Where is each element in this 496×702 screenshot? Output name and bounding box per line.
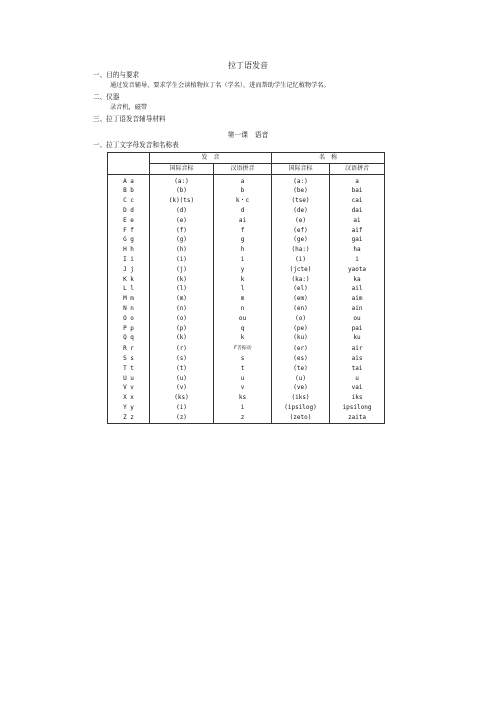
name-pinyin-cell-text: i: [355, 255, 359, 263]
ipa-cell-text: (u): [176, 374, 187, 382]
pinyin-cell: [214, 206, 272, 216]
pinyin-cell-text: h: [240, 246, 245, 254]
pinyin-cell: [214, 374, 272, 384]
table-row: [108, 196, 385, 206]
ipa-cell: [150, 196, 214, 206]
letter-cell: [108, 413, 150, 423]
name-pinyin-cell-text: ipsilong: [342, 403, 372, 411]
letter-cell: [108, 186, 150, 196]
name-pinyin-cell-text: cai: [351, 197, 363, 205]
name-ipa-cell-text: (te): [293, 364, 308, 372]
letter-cell-text: G g: [123, 236, 134, 244]
name-ipa-cell: [272, 245, 330, 255]
ipa-cell-text: (p): [176, 324, 187, 332]
table-row: [108, 235, 385, 245]
ipa-cell-text: (k): [176, 334, 187, 342]
pinyin-cell: [214, 196, 272, 206]
name-pinyin-cell-text: ais: [351, 354, 363, 362]
letter-cell-text: L l: [123, 285, 134, 293]
pinyin-cell-text: k: [240, 275, 245, 283]
name-pinyin-cell: [330, 343, 385, 354]
name-ipa-cell-text: (pe): [293, 324, 308, 332]
pinyin-cell: [214, 343, 272, 354]
ipa-cell: [150, 245, 214, 255]
name-pinyin-cell: [330, 364, 385, 374]
section-1-body: 通过发音辅导，要求学生会读植物拉丁名（学名），进而帮助学生记忆植物学名。: [110, 82, 330, 89]
letter-cell: [108, 314, 150, 324]
name-ipa-cell-text: (i): [295, 255, 306, 263]
ipa-cell: [150, 206, 214, 216]
alphabet-table: [107, 152, 385, 424]
pinyin-cell: [214, 226, 272, 236]
ipa-cell-text: (b): [176, 187, 187, 195]
pinyin-cell: [214, 364, 272, 374]
name-ipa-cell: [272, 354, 330, 364]
ipa-cell-text: (a:): [174, 177, 189, 185]
name-pinyin-cell-text: zaita: [347, 413, 367, 421]
col-pinyin: 汉语拼音: [214, 163, 272, 174]
name-ipa-cell-text: (be): [293, 187, 308, 195]
table-row: [108, 186, 385, 196]
letter-cell-text: V v: [123, 384, 134, 392]
name-pinyin-cell: [330, 186, 385, 196]
letter-cell: [108, 284, 150, 294]
table-row: [108, 304, 385, 314]
letter-cell: [108, 383, 150, 393]
letter-cell: [108, 304, 150, 314]
pinyin-cell: [214, 314, 272, 324]
ipa-cell-text: (j): [176, 265, 187, 273]
table-row: [108, 364, 385, 374]
letter-cell: [108, 255, 150, 265]
letter-cell-text: U u: [123, 374, 134, 382]
pinyin-cell-text: i: [240, 255, 245, 263]
letter-cell-text: H h: [123, 246, 134, 254]
name-pinyin-cell-text: vai: [351, 384, 363, 392]
name-pinyin-cell-text: a: [355, 177, 359, 185]
page-title: 拉丁语发音: [228, 61, 268, 70]
letter-cell-text: Y y: [123, 403, 134, 411]
ipa-cell: [150, 304, 214, 314]
name-ipa-cell-text: (iks): [291, 394, 310, 402]
ipa-cell: [150, 255, 214, 265]
ipa-cell-text: (h): [176, 246, 187, 254]
table-row: [108, 354, 385, 364]
name-pinyin-cell: [330, 226, 385, 236]
ipa-cell: [150, 226, 214, 236]
pinyin-cell-text: t: [240, 364, 245, 372]
ipa-cell-text: (n): [176, 304, 187, 312]
ipa-cell: [150, 275, 214, 285]
pinyin-cell: [214, 294, 272, 304]
name-ipa-cell: [272, 235, 330, 245]
pinyin-cell: [214, 393, 272, 403]
name-pinyin-cell: [330, 324, 385, 334]
ipa-cell-text: (s): [176, 354, 187, 362]
pinyin-cell-text: v: [240, 384, 245, 392]
name-ipa-cell: [272, 294, 330, 304]
name-ipa-cell-text: (zeto): [289, 413, 312, 421]
ipa-cell: [150, 333, 214, 343]
letter-cell: [108, 403, 150, 413]
name-ipa-cell: [272, 196, 330, 206]
name-pinyin-cell-text: aim: [351, 295, 363, 303]
name-pinyin-cell-text: tai: [351, 364, 363, 372]
letter-cell: [108, 324, 150, 334]
col-name-ipa: 国际音标: [272, 163, 330, 174]
letter-cell: [108, 343, 150, 354]
letter-cell: [108, 174, 150, 186]
pinyin-cell: [214, 275, 272, 285]
letter-cell-text: D d: [123, 206, 134, 214]
name-pinyin-cell-text: bai: [351, 187, 363, 195]
ipa-cell: [150, 314, 214, 324]
group-pronunciation: 发 音: [150, 153, 272, 164]
name-ipa-cell-text: (es): [293, 354, 308, 362]
ipa-cell-text: (z): [176, 413, 187, 421]
table-row: [108, 324, 385, 334]
pinyin-cell: [214, 383, 272, 393]
ipa-cell: [150, 403, 214, 413]
ipa-cell: [150, 393, 214, 403]
letter-cell-text: K k: [123, 275, 134, 283]
ipa-cell: [150, 383, 214, 393]
letter-cell-text: R r: [123, 344, 134, 352]
table-column-header: [108, 163, 385, 174]
name-pinyin-cell: [330, 275, 385, 285]
name-ipa-cell-text: (a:): [293, 177, 308, 185]
name-ipa-cell: [272, 186, 330, 196]
letter-cell: [108, 226, 150, 236]
letter-cell: [108, 235, 150, 245]
letter-cell-text: I i: [123, 255, 134, 263]
name-ipa-cell: [272, 216, 330, 226]
name-ipa-cell-text: (ha:): [291, 246, 310, 254]
name-pinyin-cell-text: air: [351, 344, 363, 352]
letter-cell-text: B b: [123, 187, 134, 195]
table-row: [108, 206, 385, 216]
ipa-cell: [150, 235, 214, 245]
ipa-cell-text: (i): [176, 403, 187, 411]
ipa-cell-text: (k)(ts): [168, 197, 195, 205]
table-group-header: [108, 153, 385, 164]
pinyin-cell: [214, 216, 272, 226]
name-ipa-cell-text: (ku): [293, 334, 308, 342]
ipa-cell: [150, 216, 214, 226]
pinyin-cell-text: m: [240, 295, 245, 303]
table-row: [108, 294, 385, 304]
pinyin-cell-text: i: [240, 403, 245, 411]
table-row: [108, 383, 385, 393]
name-pinyin-cell-text: yaota: [347, 265, 367, 273]
name-ipa-cell-text: (u): [295, 374, 306, 382]
pinyin-cell: [214, 354, 272, 364]
ipa-cell: [150, 294, 214, 304]
name-ipa-cell-text: (e): [295, 216, 306, 224]
section-2-body: 录音机，磁带: [110, 104, 148, 111]
ipa-cell-text: (v): [176, 384, 187, 392]
name-pinyin-cell-text: ka: [353, 275, 361, 283]
ipa-cell-text: (f): [176, 226, 187, 234]
name-pinyin-cell: [330, 216, 385, 226]
name-pinyin-cell: [330, 413, 385, 423]
pinyin-cell-text: s: [240, 354, 245, 362]
pinyin-cell: [214, 333, 272, 343]
table-row: [108, 284, 385, 294]
letter-cell: [108, 216, 150, 226]
ipa-cell: [150, 186, 214, 196]
name-pinyin-cell: [330, 265, 385, 275]
name-pinyin-cell-text: iks: [351, 394, 363, 402]
name-pinyin-cell-text: ha: [353, 246, 361, 254]
pinyin-cell: [214, 174, 272, 186]
name-ipa-cell: [272, 226, 330, 236]
name-ipa-cell-text: (el): [293, 285, 308, 293]
lesson-title: 第一课 语音: [227, 131, 269, 139]
pinyin-cell: [214, 255, 272, 265]
letter-cell-text: J j: [123, 265, 134, 273]
name-ipa-cell-text: (en): [293, 304, 308, 312]
pinyin-cell-text: g: [240, 236, 245, 244]
name-pinyin-cell: [330, 383, 385, 393]
ipa-cell: [150, 413, 214, 423]
table-row: [108, 413, 385, 423]
pinyin-cell-text: l: [240, 285, 245, 293]
ipa-cell-text: (r): [176, 344, 187, 352]
pinyin-cell-text: k・c: [235, 197, 250, 205]
name-ipa-cell: [272, 343, 330, 354]
letter-cell-text: E e: [123, 216, 134, 224]
name-ipa-cell: [272, 265, 330, 275]
table-body: [108, 174, 385, 423]
section-2-heading: 二、仪器: [93, 93, 120, 101]
pinyin-note: 舌振动: [237, 346, 252, 352]
pinyin-cell: [214, 186, 272, 196]
pinyin-cell-text: r: [233, 344, 238, 352]
table-row: [108, 333, 385, 343]
name-pinyin-cell-text: pai: [351, 324, 363, 332]
pinyin-cell-text: q: [240, 324, 245, 332]
pinyin-cell-text: f: [240, 226, 245, 234]
ipa-cell: [150, 343, 214, 354]
pinyin-cell-text: ks: [238, 394, 247, 402]
pinyin-cell: [214, 304, 272, 314]
name-pinyin-cell: [330, 333, 385, 343]
ipa-cell-text: (o): [176, 314, 187, 322]
name-pinyin-cell: [330, 294, 385, 304]
name-pinyin-cell: [330, 403, 385, 413]
name-ipa-cell-text: (em): [293, 295, 308, 303]
pinyin-cell-text: ai: [238, 216, 247, 224]
letter-header: [108, 153, 150, 175]
name-ipa-cell: [272, 413, 330, 423]
pinyin-cell: [214, 284, 272, 294]
name-ipa-cell-text: (ge): [293, 236, 308, 244]
name-pinyin-cell: [330, 206, 385, 216]
table-row: [108, 275, 385, 285]
pinyin-cell: [214, 245, 272, 255]
letter-cell-text: F f: [123, 226, 134, 234]
name-ipa-cell: [272, 284, 330, 294]
letter-cell-text: Q q: [123, 334, 134, 342]
name-pinyin-cell: [330, 235, 385, 245]
name-pinyin-cell-text: gai: [351, 236, 363, 244]
pinyin-cell-text: z: [240, 413, 245, 421]
name-ipa-cell: [272, 324, 330, 334]
letter-cell-text: C c: [123, 197, 134, 205]
pinyin-cell-text: y: [240, 265, 245, 273]
ipa-cell-text: (l): [176, 285, 187, 293]
name-pinyin-cell: [330, 196, 385, 206]
ipa-cell-text: (i): [176, 255, 187, 263]
name-pinyin-cell-text: ain: [351, 304, 363, 312]
name-pinyin-cell-text: dai: [351, 206, 363, 214]
table-row: [108, 374, 385, 384]
name-ipa-cell-text: (ef): [293, 226, 308, 234]
name-ipa-cell: [272, 383, 330, 393]
pinyin-cell-text: b: [240, 187, 245, 195]
ipa-cell-text: (d): [176, 206, 187, 214]
name-ipa-cell-text: (de): [293, 206, 308, 214]
pinyin-cell: [214, 235, 272, 245]
name-ipa-cell: [272, 206, 330, 216]
name-ipa-cell-text: (ve): [293, 384, 308, 392]
letter-cell: [108, 294, 150, 304]
ipa-cell: [150, 284, 214, 294]
table-row: [108, 343, 385, 354]
letter-cell-text: M m: [123, 295, 134, 303]
pinyin-cell-text: n: [240, 304, 245, 312]
table-row: [108, 245, 385, 255]
letter-cell: [108, 333, 150, 343]
name-ipa-cell-text: (o): [295, 314, 306, 322]
name-ipa-cell: [272, 333, 330, 343]
name-ipa-cell-text: (ka:): [291, 275, 310, 283]
table-row: [108, 403, 385, 413]
letter-cell: [108, 265, 150, 275]
ipa-cell: [150, 265, 214, 275]
letter-cell: [108, 354, 150, 364]
table-row: [108, 393, 385, 403]
name-ipa-cell: [272, 304, 330, 314]
name-ipa-cell: [272, 403, 330, 413]
name-ipa-cell: [272, 174, 330, 186]
name-pinyin-cell-text: aif: [351, 226, 363, 234]
table-row: [108, 226, 385, 236]
name-ipa-cell: [272, 314, 330, 324]
letter-cell-text: O o: [123, 314, 134, 322]
name-ipa-cell-text: (tse): [291, 197, 310, 205]
letter-cell: [108, 275, 150, 285]
pinyin-cell-text: d: [240, 206, 245, 214]
name-ipa-cell-text: (jcte): [289, 265, 312, 273]
table-row: [108, 174, 385, 186]
letter-cell-text: X x: [123, 394, 134, 402]
table-row: [108, 314, 385, 324]
name-ipa-cell: [272, 364, 330, 374]
name-ipa-cell-text: (er): [293, 344, 308, 352]
pinyin-cell: [214, 413, 272, 423]
name-pinyin-cell: [330, 255, 385, 265]
name-pinyin-cell: [330, 304, 385, 314]
pinyin-cell-text: ou: [238, 314, 247, 322]
letter-cell-text: N n: [123, 304, 134, 312]
letter-cell: [108, 206, 150, 216]
name-pinyin-cell: [330, 354, 385, 364]
table-row: [108, 216, 385, 226]
table-row: [108, 265, 385, 275]
letter-cell-text: T t: [123, 364, 134, 372]
pinyin-cell-text: a: [240, 177, 245, 185]
ipa-cell-text: (t): [176, 364, 187, 372]
letter-cell: [108, 364, 150, 374]
pinyin-cell-text: u: [240, 374, 245, 382]
name-pinyin-cell-text: ou: [353, 314, 361, 322]
letter-cell-text: P p: [123, 324, 134, 332]
col-ipa: 国际音标: [150, 163, 214, 174]
name-ipa-cell: [272, 393, 330, 403]
ipa-cell-text: (e): [176, 216, 187, 224]
ipa-cell-text: (ks): [174, 394, 189, 402]
letter-cell: [108, 393, 150, 403]
name-ipa-cell: [272, 275, 330, 285]
ipa-cell-text: (g): [176, 236, 187, 244]
section-3-heading: 三、拉丁语发音辅导材料: [93, 115, 166, 123]
letter-cell: [108, 245, 150, 255]
letter-cell-text: A a: [123, 177, 134, 185]
table-row: [108, 255, 385, 265]
ipa-cell: [150, 364, 214, 374]
name-ipa-cell: [272, 374, 330, 384]
name-pinyin-cell: [330, 393, 385, 403]
name-ipa-cell-text: (ipsilog): [284, 403, 317, 411]
name-pinyin-cell: [330, 174, 385, 186]
letter-cell: [108, 374, 150, 384]
name-pinyin-cell-text: u: [355, 374, 359, 382]
letter-cell-text: S s: [123, 354, 134, 362]
col-name-pinyin: 汉语拼音: [330, 163, 385, 174]
pinyin-cell: [214, 403, 272, 413]
name-pinyin-cell: [330, 245, 385, 255]
name-pinyin-cell: [330, 314, 385, 324]
group-name: 名 称: [272, 153, 385, 164]
ipa-cell: [150, 174, 214, 186]
letter-cell: [108, 196, 150, 206]
ipa-cell: [150, 354, 214, 364]
name-pinyin-cell: [330, 284, 385, 294]
name-pinyin-cell-text: ai: [353, 216, 361, 224]
name-pinyin-cell: [330, 374, 385, 384]
name-pinyin-cell-text: ail: [351, 285, 363, 293]
section-4-heading: 一、拉丁文字母发音和名称表: [93, 141, 179, 149]
pinyin-cell-text: k: [240, 334, 245, 342]
pinyin-cell: [214, 324, 272, 334]
ipa-cell-text: (k): [176, 275, 187, 283]
ipa-cell: [150, 374, 214, 384]
name-pinyin-cell-text: ku: [353, 334, 361, 342]
ipa-cell: [150, 324, 214, 334]
section-1-heading: 一、目的与要求: [93, 71, 140, 79]
letter-cell-text: Z z: [123, 413, 134, 421]
name-ipa-cell: [272, 255, 330, 265]
ipa-cell-text: (m): [176, 295, 187, 303]
pinyin-cell: [214, 265, 272, 275]
